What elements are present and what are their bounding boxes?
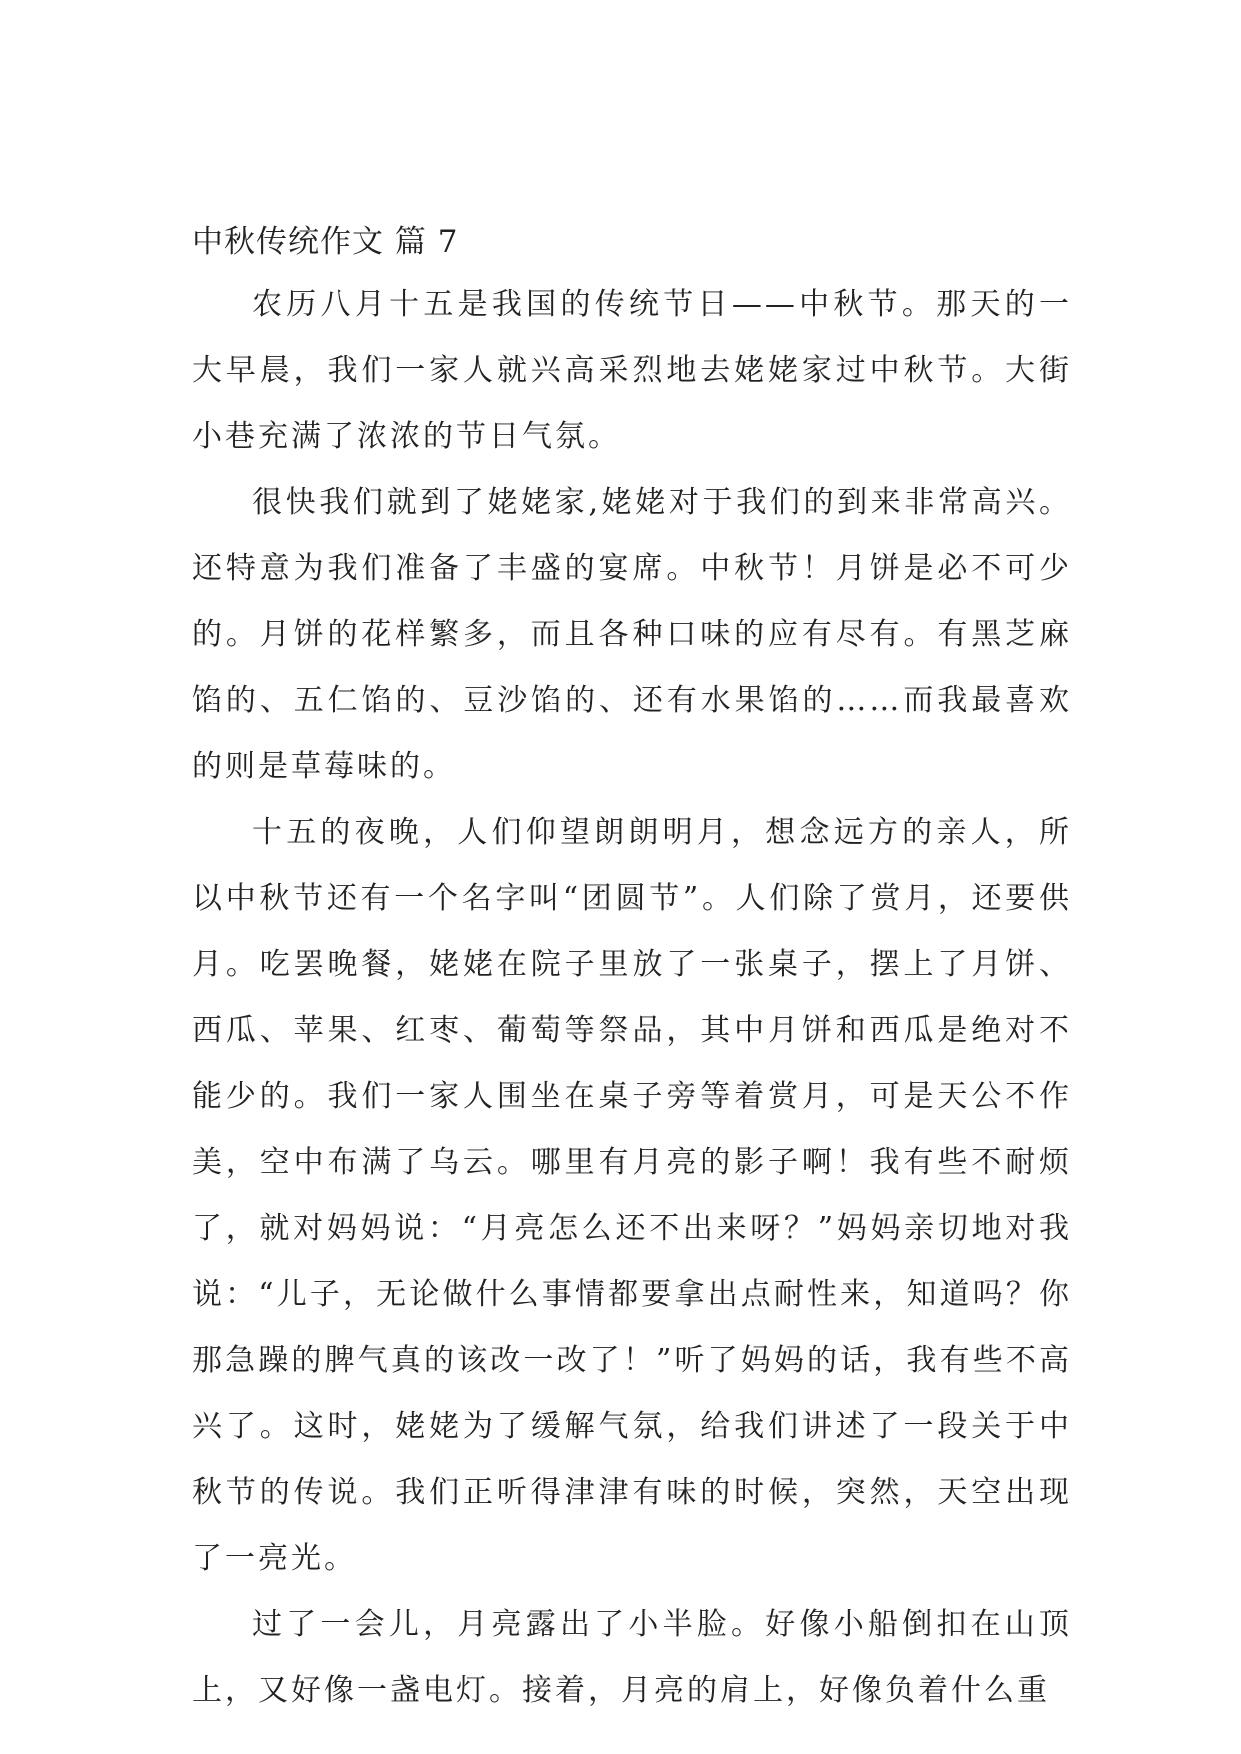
paragraph-2: 很快我们就到了姥姥家,姥姥对于我们的到来非常高兴。还特意为我们准备了丰盛的宴席。中秋节！月饼是必不可少的。月饼的花样繁多，而且各种口味的应有尽有。有黑芝麻馅的、五仁馅的、豆沙馅的、还有水果馅的……而我最喜欢的则是草莓味的。 xyxy=(192,485,1072,784)
document-body xyxy=(192,218,1072,1724)
paragraph-4: 过了一会儿，月亮露出了小半脸。好像小船倒扣在山顶上，又好像一盏电灯。接着，月亮的肩上，好像负着什么重 xyxy=(192,1607,1072,1708)
paragraph-1: 农历八月十五是我国的传统节日——中秋节。那天的一大早晨，我们一家人就兴高采烈地去姥姥家过中秋节。大街小巷充满了浓浓的节日气氛。 xyxy=(192,287,1072,454)
essay-title: 中秋传统作文 篇 7 xyxy=(192,224,459,260)
paragraph-3: 十五的夜晚，人们仰望朗朗明月，想念远方的亲人，所以中秋节还有一个名字叫“团圆节”。人们除了赏月，还要供月。吃罢晚餐，姥姥在院子里放了一张桌子，摆上了月饼、西瓜、苹果、红枣、葡萄等祭品，其中月饼和西瓜是绝对不能少的。我们一家人围坐在桌子旁等着赏月，可是天公不作美，空中布满了乌云。哪里有月亮的影子啊！我有些不耐烦了，就对妈妈说：“月亮怎么还不出来呀？”妈妈亲切地对我说：“儿子，无论做什么事情都要拿出点耐性来，知道吗？你那急躁的脾气真的该改一改了！”听了妈妈的话，我有些不高兴了。这时，姥姥为了缓解气氛，给我们讲述了一段关于中秋节的传说。我们正听得津津有味的时候，突然，天空出现了一亮光。 xyxy=(192,815,1072,1576)
